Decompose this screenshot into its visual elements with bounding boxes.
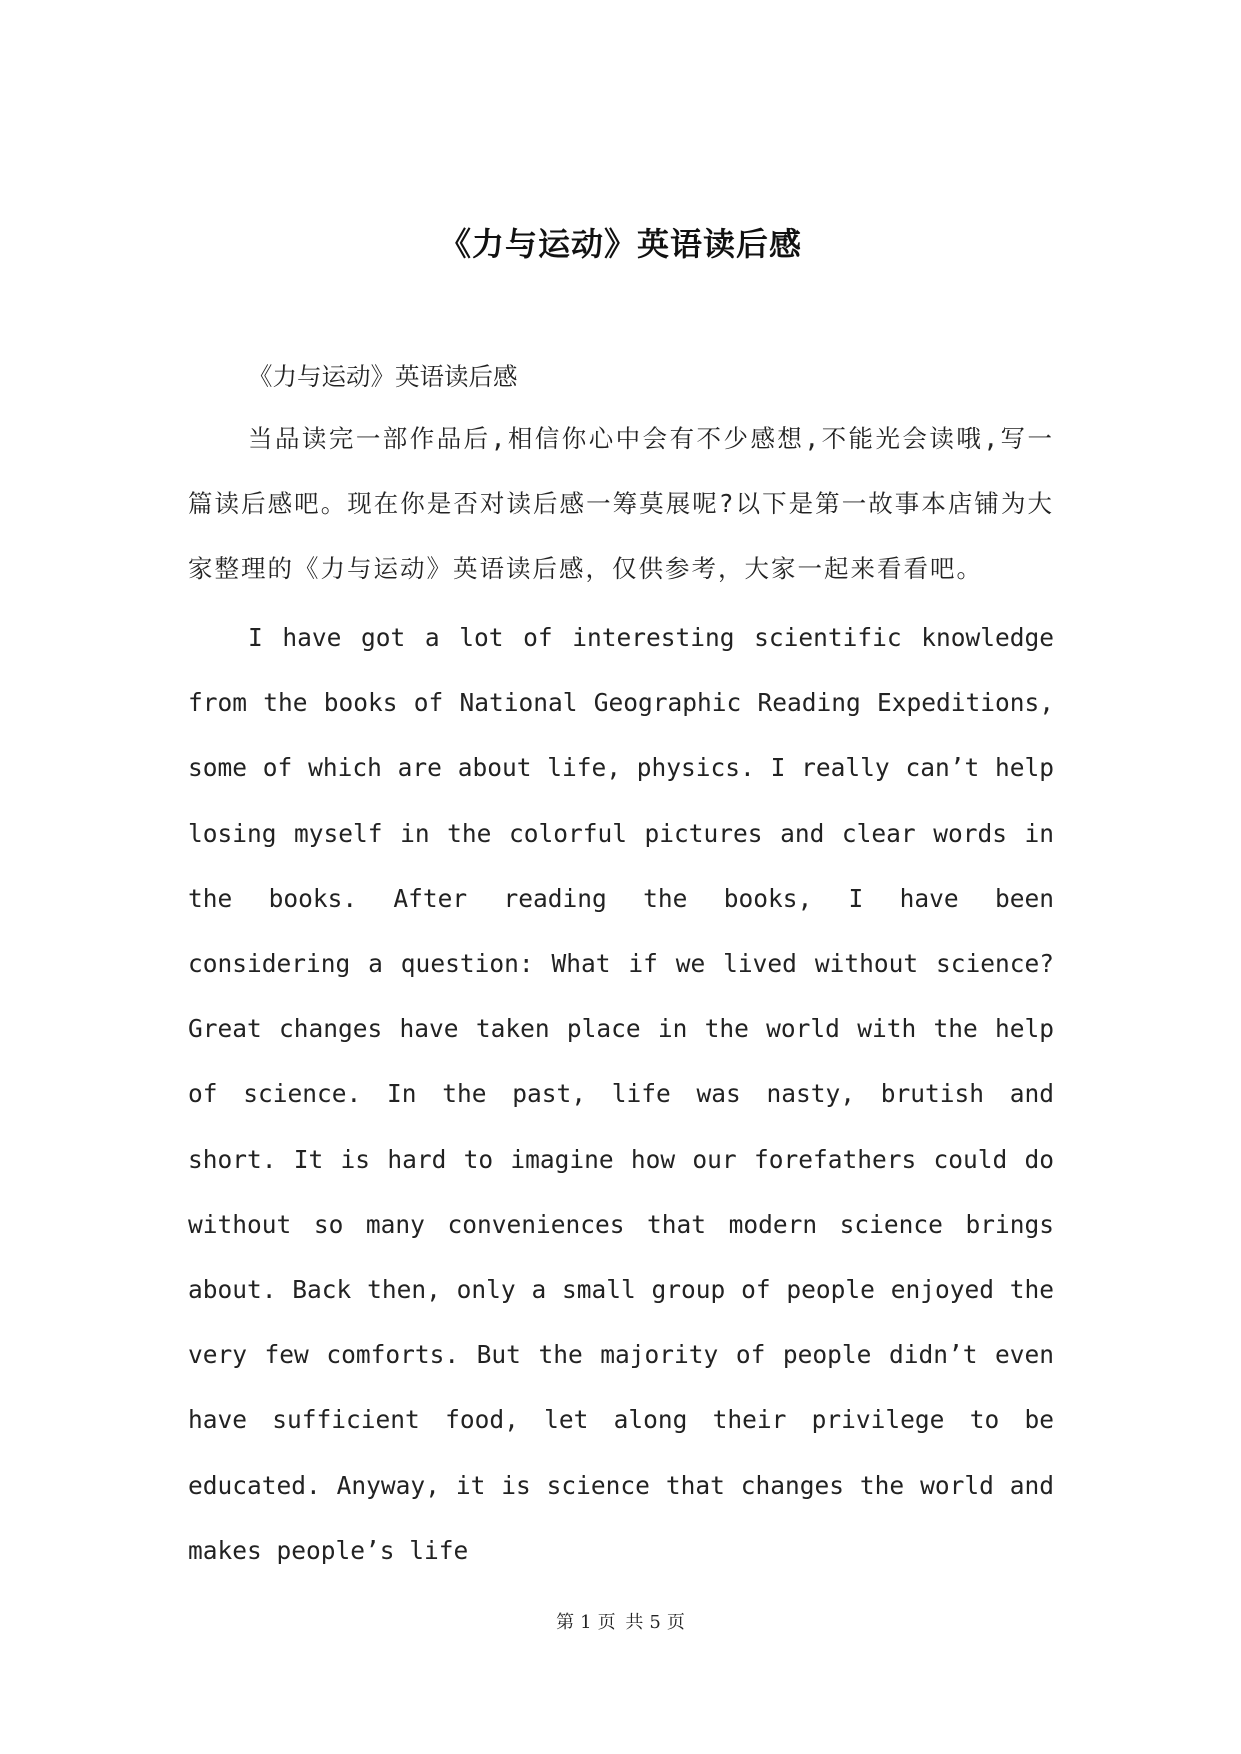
footer-current-page: 1: [580, 1612, 592, 1633]
footer-middle: 页 共: [597, 1612, 644, 1633]
footer-suffix: 页: [666, 1612, 685, 1633]
page-footer: [0, 1608, 1241, 1634]
footer-prefix: 第: [556, 1612, 575, 1633]
document-body: [188, 350, 1054, 1583]
intro-paragraph: 当品读完一部作品后,相信你心中会有不少感想,不能光会读哦,写一篇读后感吧。现在你是否对读后感一筹莫展呢?以下是第一故事本店铺为大家整理的《力与运动》英语读后感，仅供参考，大家一起来看看吧。: [188, 424, 1054, 583]
document-title: 《力与运动》英语读后感: [438, 225, 802, 263]
body-paragraph: I have got a lot of interesting scientific knowledge from the books of National Geographic Reading Expeditions, some of which are about life, physics. I really can’t help losing myself in the colorful pictures and clear words in the books. After reading the books, I have been considering a question: What if we lived without science? Great changes have taken place in the world with the help of science. In the past, life was nasty, brutish and short. It is hard to imagine how our forefathers could do without so many conveniences that modern science brings about. Back then, only a small group of people enjoyed the very few comforts. But the majority of people didn’t even have sufficient food, let along their privilege to be educated. Anyway, it is science that changes the world and makes people’s life: [188, 623, 1054, 1565]
document-subtitle: 《力与运动》英语读后感: [248, 362, 518, 391]
footer-total-pages: 5: [649, 1612, 661, 1633]
